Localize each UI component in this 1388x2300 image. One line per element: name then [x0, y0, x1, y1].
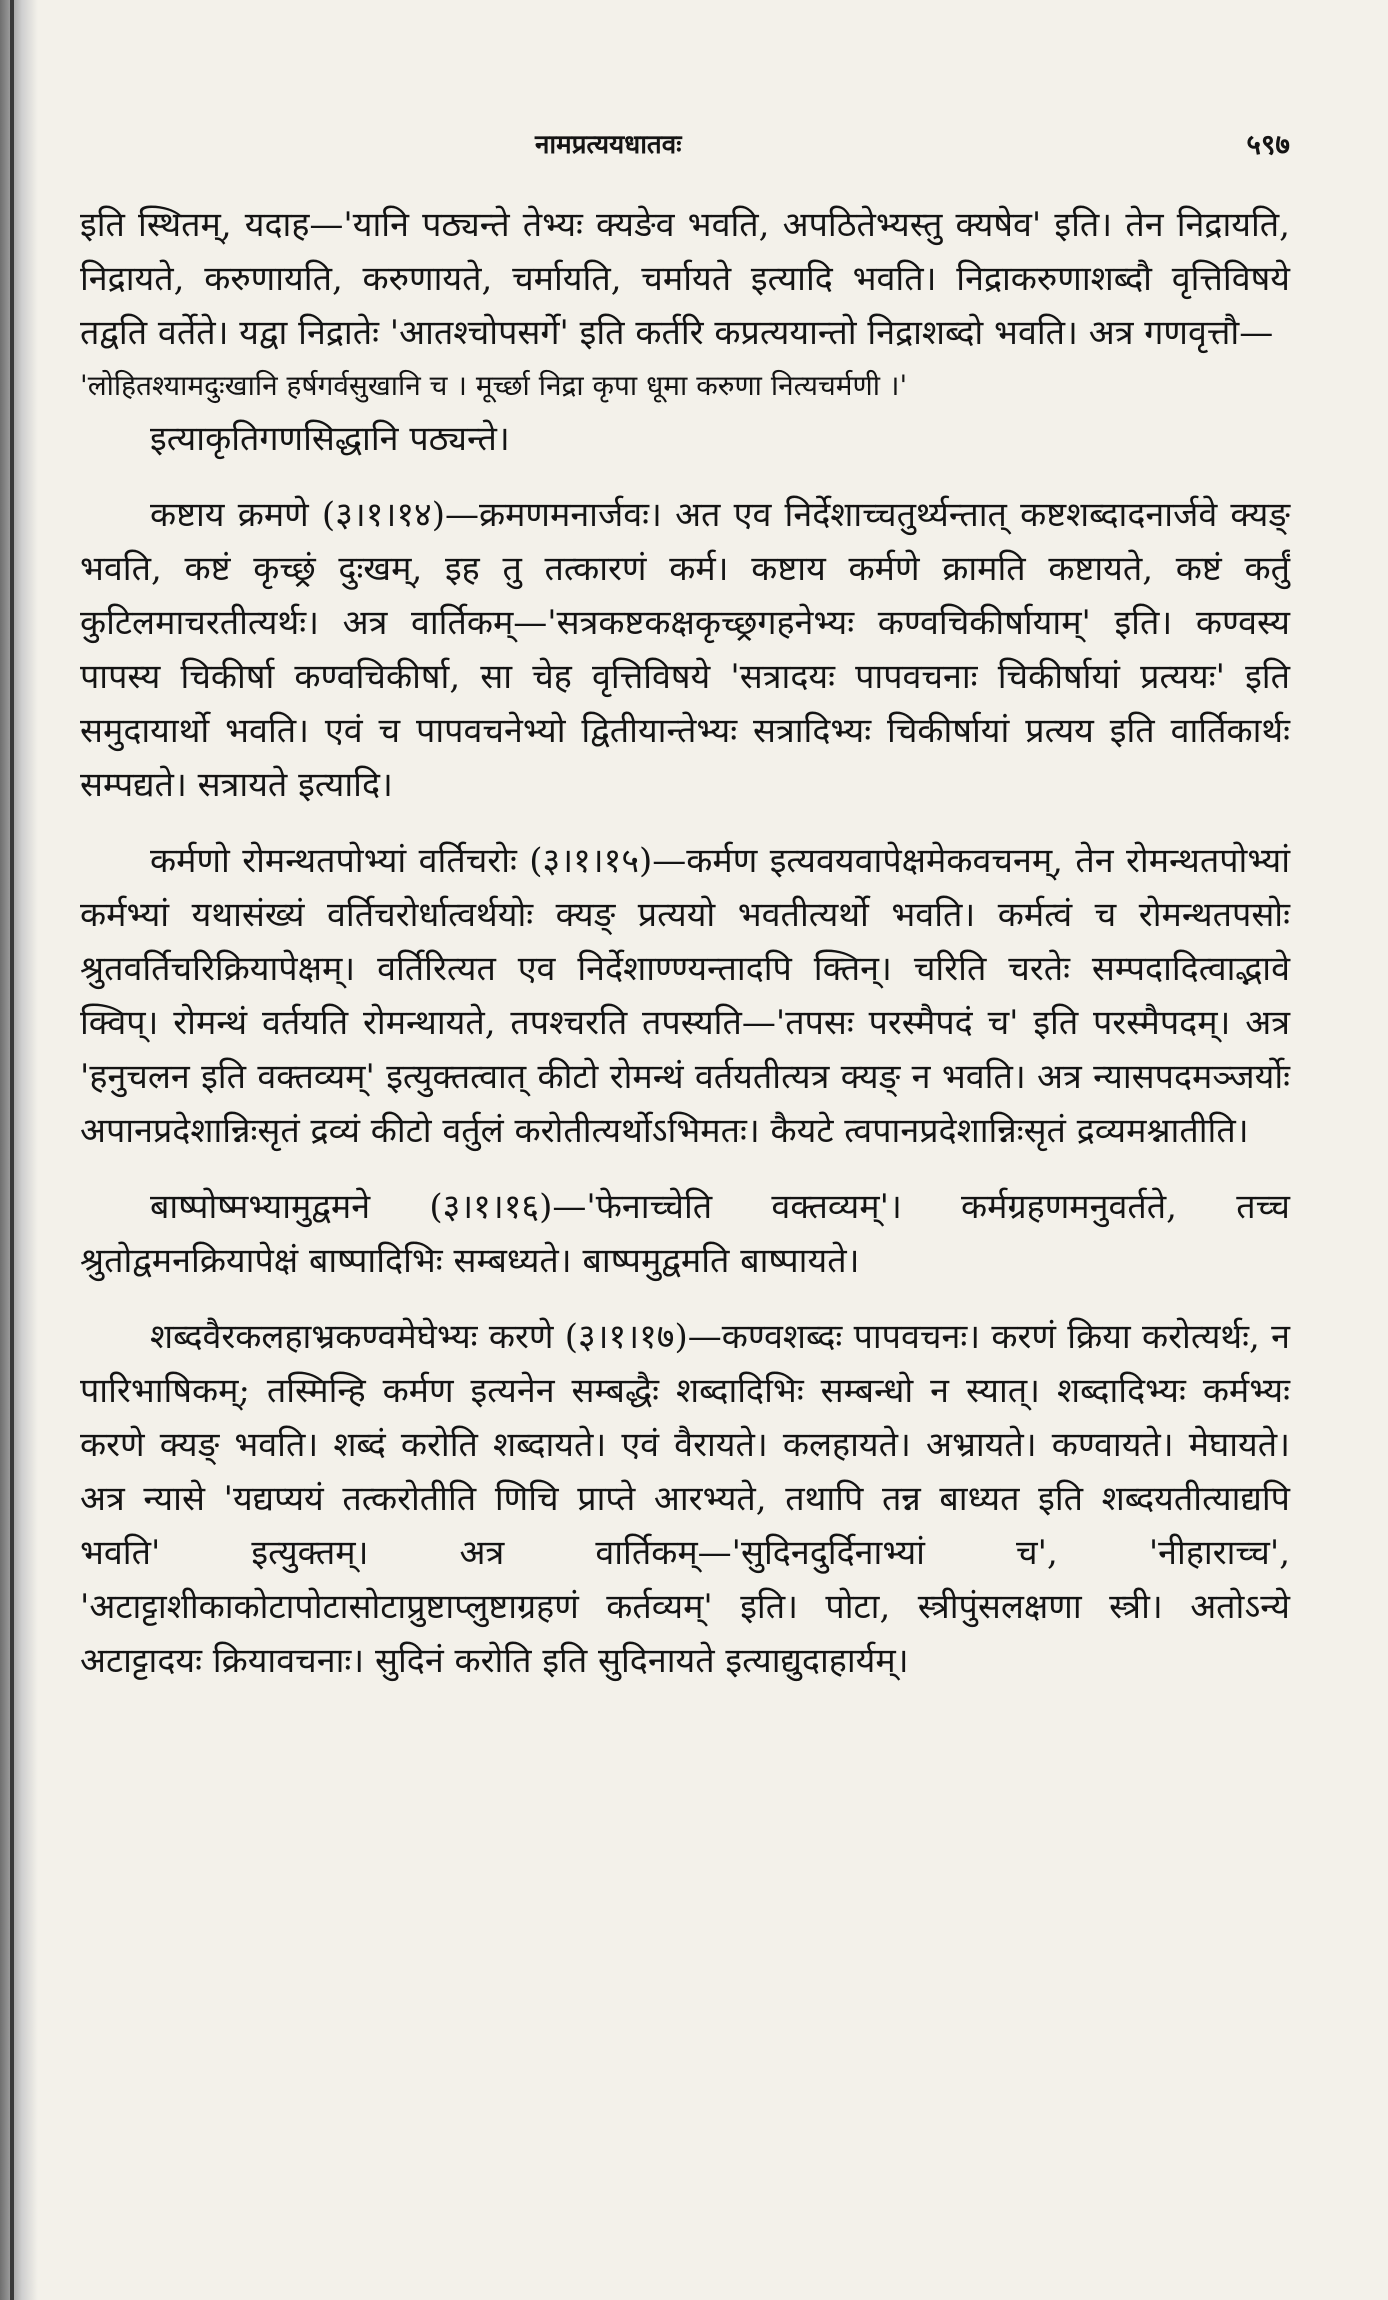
sutra-paragraph-3-1-16: बाष्पोष्मभ्यामुद्वमने (३।१।१६)—'फेनाच्चेति वक्तव्यम्'। कर्मग्रहणमनुवर्तते, तच्च श्रुतोद्वमनक्रियापेक्षं बाष्पादिभिः सम्बध्यते। बाष्पमुद्वमति बाष्पायते।: [80, 1187, 1290, 1281]
paragraph-intro: इति स्थितम्, यदाह—'यानि पठ्यन्ते तेभ्यः क्यङेव भवति, अपठितेभ्यस्तु क्यषेव' इति। तेन निद्रायति, निद्रायते, करुणायति, करुणायते, चर्मायति, चर्मायते इत्यादि भवति। निद्राकरुणाशब्दौ वृत्तिविषये तद्वति वर्तेते। यद्वा निद्रातेः 'आतश्चोपसर्गे' इति कर्तरि कप्रत्ययान्तो निद्राशब्दो भवति। अत्र गणवृत्तौ—: [80, 205, 1290, 353]
sutra-paragraph-3-1-14: कष्टाय क्रमणे (३।१।१४)—क्रमणमनार्जवः। अत एव निर्देशाच्चतुर्थ्यन्तात् कष्टशब्दादनार्जवे क्यङ् भवति, कष्टं कृच्छ्रं दुःखम्, इह तु तत्कारणं कर्म। कष्टाय कर्मणे क्रामति कष्टायते, कष्टं कर्तुं कुटिलमाचरतीत्यर्थः। अत्र वार्तिकम्—'सत्रकष्टकक्षकृच्छ्रगहनेभ्यः कण्वचिकीर्षायाम्' इति। कण्वस्य पापस्य चिकीर्षा कण्वचिकीर्षा, सा चेह वृत्तिविषये 'सत्रादयः पापवचनाः चिकीर्षायां प्रत्ययः' इति समुदायार्थो भवति। एवं च पापवचनेभ्यो द्वितीयान्तेभ्यः सत्रादिभ्यः चिकीर्षायां प्रत्यय इति वार्तिकार्थः सम्पद्यते। सत्रायते इत्यादि।: [80, 495, 1290, 805]
sutra-paragraph-3-1-15: कर्मणो रोमन्थतपोभ्यां वर्तिचरोः (३।१।१५)—कर्मण इत्यवयवापेक्षमेकवचनम्, तेन रोमन्थतपोभ्यां कर्मभ्यां यथासंख्यं वर्तिचरोर्धात्वर्थयोः क्यङ् प्रत्ययो भवतीत्यर्थो भवति। कर्मत्वं च रोमन्थतपसोः श्रुतवर्तिचरिक्रियापेक्षम्। वर्तिरित्यत एव निर्देशाण्ण्यन्तादपि क्तिन्। चरिति चरतेः सम्पदादित्वाद्भावे क्विप्। रोमन्थं वर्तयति रोमन्थायते, तपश्चरति तपस्यति—'तपसः परस्मैपदं च' इति परस्मैपदम्। अत्र 'हनुचलन इति वक्तव्यम्' इत्युक्तत्वात् कीटो रोमन्थं वर्तयतीत्यत्र क्यङ् न भवति। अत्र न्यासपदमञ्जर्योः अपानप्रदेशान्निःसृतं द्रव्यं कीटो वर्तुलं करोतीत्यर्थोऽभिमतः। कैयटे त्वपानप्रदेशान्निःसृतं द्रव्यमश्नातीति।: [80, 841, 1290, 1151]
binding-rule: [10, 0, 14, 2300]
paragraph-closing-line: इत्याकृतिगणसिद्धानि पठ्यन्ते।: [150, 419, 510, 459]
sutra-paragraph-3-1-17: शब्दवैरकलहाभ्रकण्वमेघेभ्यः करणे (३।१।१७)—कण्वशब्दः पापवचनः। करणं क्रिया करोत्यर्थः, न पारिभाषिकम्; तस्मिन्हि कर्मण इत्यनेन सम्बद्धैः शब्दादिभिः सम्बन्धो न स्यात्। शब्दादिभ्यः कर्मभ्यः करणे क्यङ् भवति। शब्दं करोति शब्दायते। एवं वैरायते। कलहायते। अभ्रायते। कण्वायते। मेघायते। अत्र न्यासे 'यद्यप्ययं तत्करोतीति णिचि प्राप्ते आरभ्यते, तथापि तन्न बाध्यत इति शब्दयतीत्याद्यपि भवति' इत्युक्तम्। अत्र वार्तिकम्—'सुदिनदुर्दिनाभ्यां च', 'नीहाराच्च', 'अटाट्टाशीकाकोटापोटासोटाप्रुष्टाप्लुष्टाग्रहणं कर्तव्यम्' इति। पोटा, स्त्रीपुंसलक्षणा स्त्री। अतोऽन्ये अटाट्टादयः क्रियावचनाः। सुदिनं करोति इति सुदिनायते इत्याद्युदाहार्यम्।: [80, 1317, 1290, 1681]
page-body: [80, 198, 1290, 1688]
header-title: नामप्रत्ययधातवः: [535, 130, 682, 160]
page-binding-edge: [0, 0, 38, 2300]
page-number: ५९७: [1246, 128, 1290, 161]
running-header: [80, 125, 1290, 165]
verse-quote: 'लोहितश्यामदुःखानि हर्षगर्वसुखानि च । मूर्च्छा निद्रा कृपा धूमा करुणा नित्यचर्मणी ।': [80, 369, 908, 402]
